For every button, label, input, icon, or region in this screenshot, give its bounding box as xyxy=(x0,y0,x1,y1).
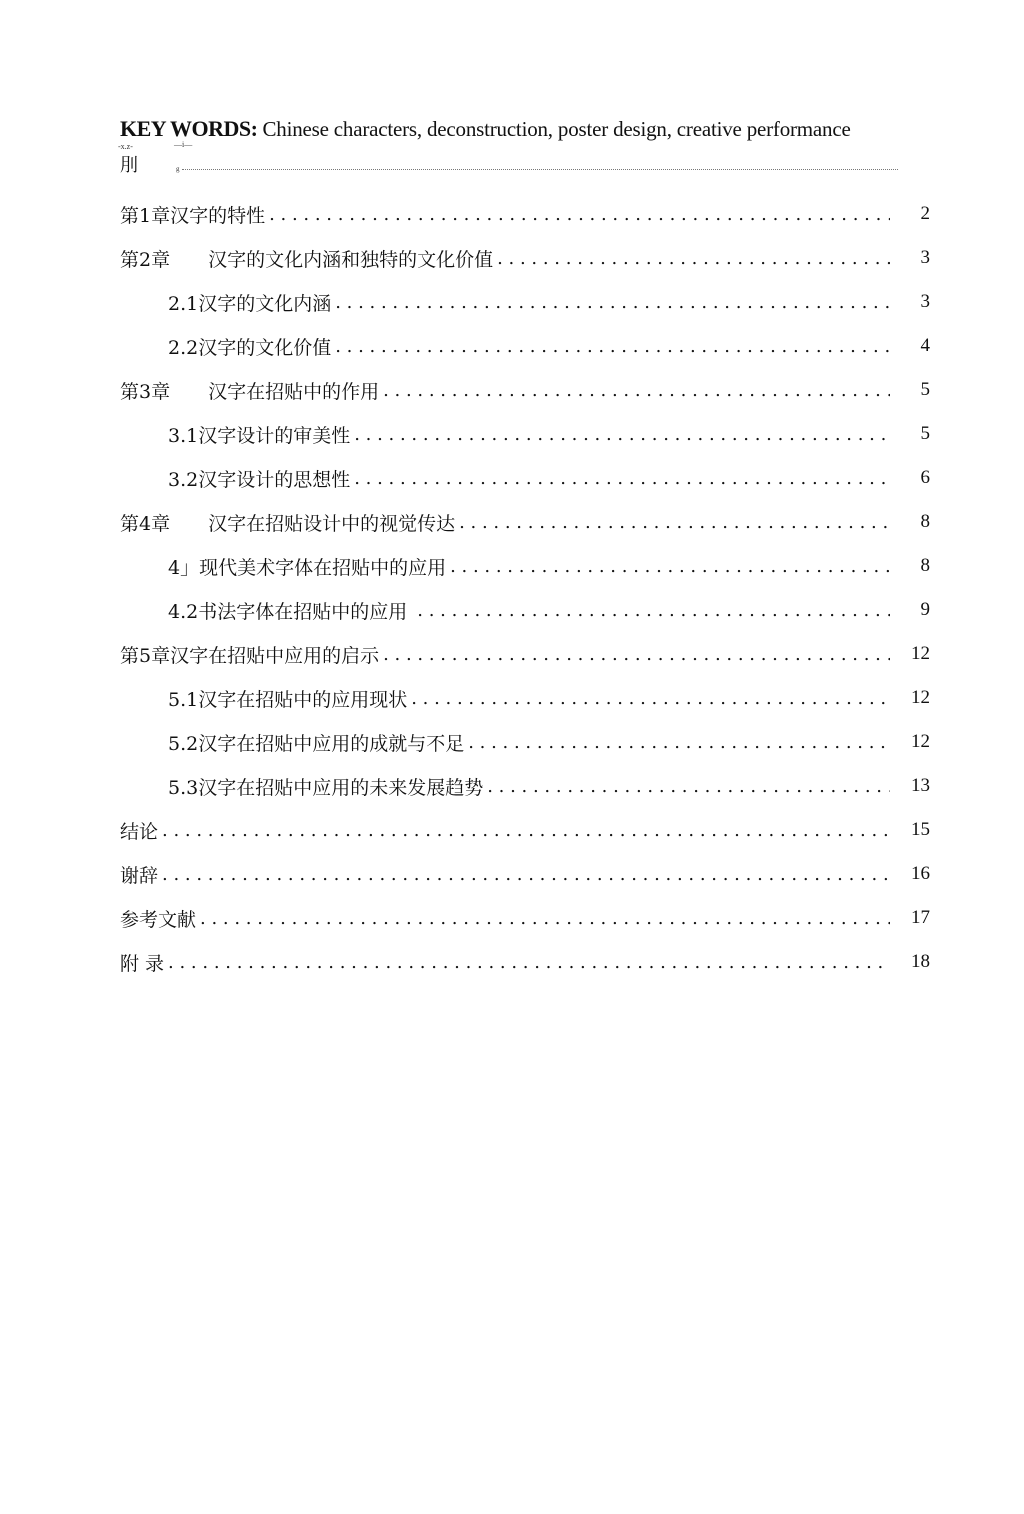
toc-entry-title: 3.2汉字设计的思想性 xyxy=(168,468,351,491)
keywords-text: Chinese characters, deconstruction, poster design, creative performance xyxy=(257,117,851,141)
toc-entry-title: 第1章汉字的特性 xyxy=(120,204,266,227)
toc-entry-title: 第4章 汉字在招贴设计中的视觉传达 xyxy=(120,512,456,535)
toc-dot-leader xyxy=(354,468,890,489)
toc-dot-leader xyxy=(162,864,890,885)
toc-entry[interactable] xyxy=(120,588,930,632)
toc-dot-leader xyxy=(383,380,890,401)
toc-entry-title: 谢辞 xyxy=(120,864,159,887)
toc-page-number: 9 xyxy=(920,599,930,620)
toc-entry[interactable] xyxy=(120,192,930,236)
scan-artifact-text: -x.z- xyxy=(118,142,133,151)
toc-page-number: 3 xyxy=(920,247,930,268)
toc-entry-title: 5.1汉字在招贴中的应用现状 xyxy=(168,688,408,711)
toc-page-number: 6 xyxy=(920,467,930,488)
toc-entry-title: 2.1汉字的文化内涵 xyxy=(168,292,332,315)
toc-dot-leader xyxy=(269,204,890,225)
toc-entry[interactable] xyxy=(120,236,930,280)
toc-dot-leader xyxy=(383,644,890,665)
toc-entry-title: 第2章 汉字的文化内涵和独特的文化价值 xyxy=(120,248,494,271)
toc-entry[interactable] xyxy=(120,324,930,368)
toc-dot-leader xyxy=(411,688,890,709)
foreword-heading: 刖 xyxy=(120,155,138,176)
toc-entry[interactable] xyxy=(120,676,930,720)
toc-page-number: 12 xyxy=(911,643,930,664)
toc-dot-leader xyxy=(162,820,890,841)
toc-entry[interactable] xyxy=(120,544,930,588)
foreword-dot-leader xyxy=(182,169,898,170)
toc-page-number: 16 xyxy=(911,863,930,884)
toc-dot-leader xyxy=(450,556,890,577)
keywords-line xyxy=(120,116,950,142)
toc-page-number: 13 xyxy=(911,775,930,796)
toc-entry-title: 5.2汉字在招贴中应用的成就与不足 xyxy=(168,732,465,755)
toc-entry[interactable] xyxy=(120,896,930,940)
toc-entry-title: 附 录 xyxy=(120,952,165,975)
toc-page-number: 18 xyxy=(911,951,930,972)
toc-entry-title: 第3章 汉字在招贴中的作用 xyxy=(120,380,380,403)
toc-dot-leader xyxy=(168,952,890,973)
toc-entry-title: 4.2书法字体在招贴中的应用 xyxy=(168,600,414,623)
toc-dot-leader xyxy=(459,512,890,533)
toc-entry[interactable] xyxy=(120,764,930,808)
toc-dot-leader xyxy=(335,292,890,313)
toc-dot-leader xyxy=(200,908,890,929)
toc-entry[interactable] xyxy=(120,500,930,544)
scan-artifact-text: —i— xyxy=(174,140,193,149)
toc-page-number: 5 xyxy=(920,423,930,444)
toc-dot-leader xyxy=(417,600,890,621)
toc-dot-leader xyxy=(354,424,890,445)
toc-entry[interactable] xyxy=(120,412,930,456)
toc-entry-title: 5.3汉字在招贴中应用的未来发展趋势 xyxy=(168,776,484,799)
toc-page-number: 17 xyxy=(911,907,930,928)
toc-entry[interactable] xyxy=(120,720,930,764)
toc-page-number: 15 xyxy=(911,819,930,840)
toc-entry-title: 4」现代美术字体在招贴中的应用 xyxy=(168,556,447,579)
toc-dot-leader xyxy=(468,732,890,753)
toc-entry[interactable] xyxy=(120,940,930,984)
toc-entry[interactable] xyxy=(120,368,930,412)
keywords-label: KEY WORDS: xyxy=(120,116,258,141)
toc-dot-leader xyxy=(335,336,890,357)
toc-dot-leader xyxy=(487,776,890,797)
toc-entry[interactable] xyxy=(120,632,930,676)
toc-entry[interactable] xyxy=(120,280,930,324)
toc-entry-title: 结论 xyxy=(120,820,159,843)
toc-page-number: 8 xyxy=(920,511,930,532)
toc-entry-title: 3.1汉字设计的审美性 xyxy=(168,424,351,447)
toc-page-number: 12 xyxy=(911,687,930,708)
toc-entry[interactable] xyxy=(120,852,930,896)
table-of-contents xyxy=(120,192,930,984)
toc-page-number: 2 xyxy=(920,203,930,224)
toc-page-number: 8 xyxy=(920,555,930,576)
toc-page-number: 5 xyxy=(920,379,930,400)
scan-artifact-text: g xyxy=(176,165,180,173)
toc-page-number: 3 xyxy=(920,291,930,312)
toc-entry-title: 第5章汉字在招贴中应用的启示 xyxy=(120,644,380,667)
toc-entry-title: 2.2汉字的文化价值 xyxy=(168,336,332,359)
toc-entry[interactable] xyxy=(120,456,930,500)
toc-page-number: 12 xyxy=(911,731,930,752)
toc-dot-leader xyxy=(497,248,890,269)
toc-page-number: 4 xyxy=(920,335,930,356)
toc-entry[interactable] xyxy=(120,808,930,852)
toc-entry-title: 参考文献 xyxy=(120,908,197,931)
